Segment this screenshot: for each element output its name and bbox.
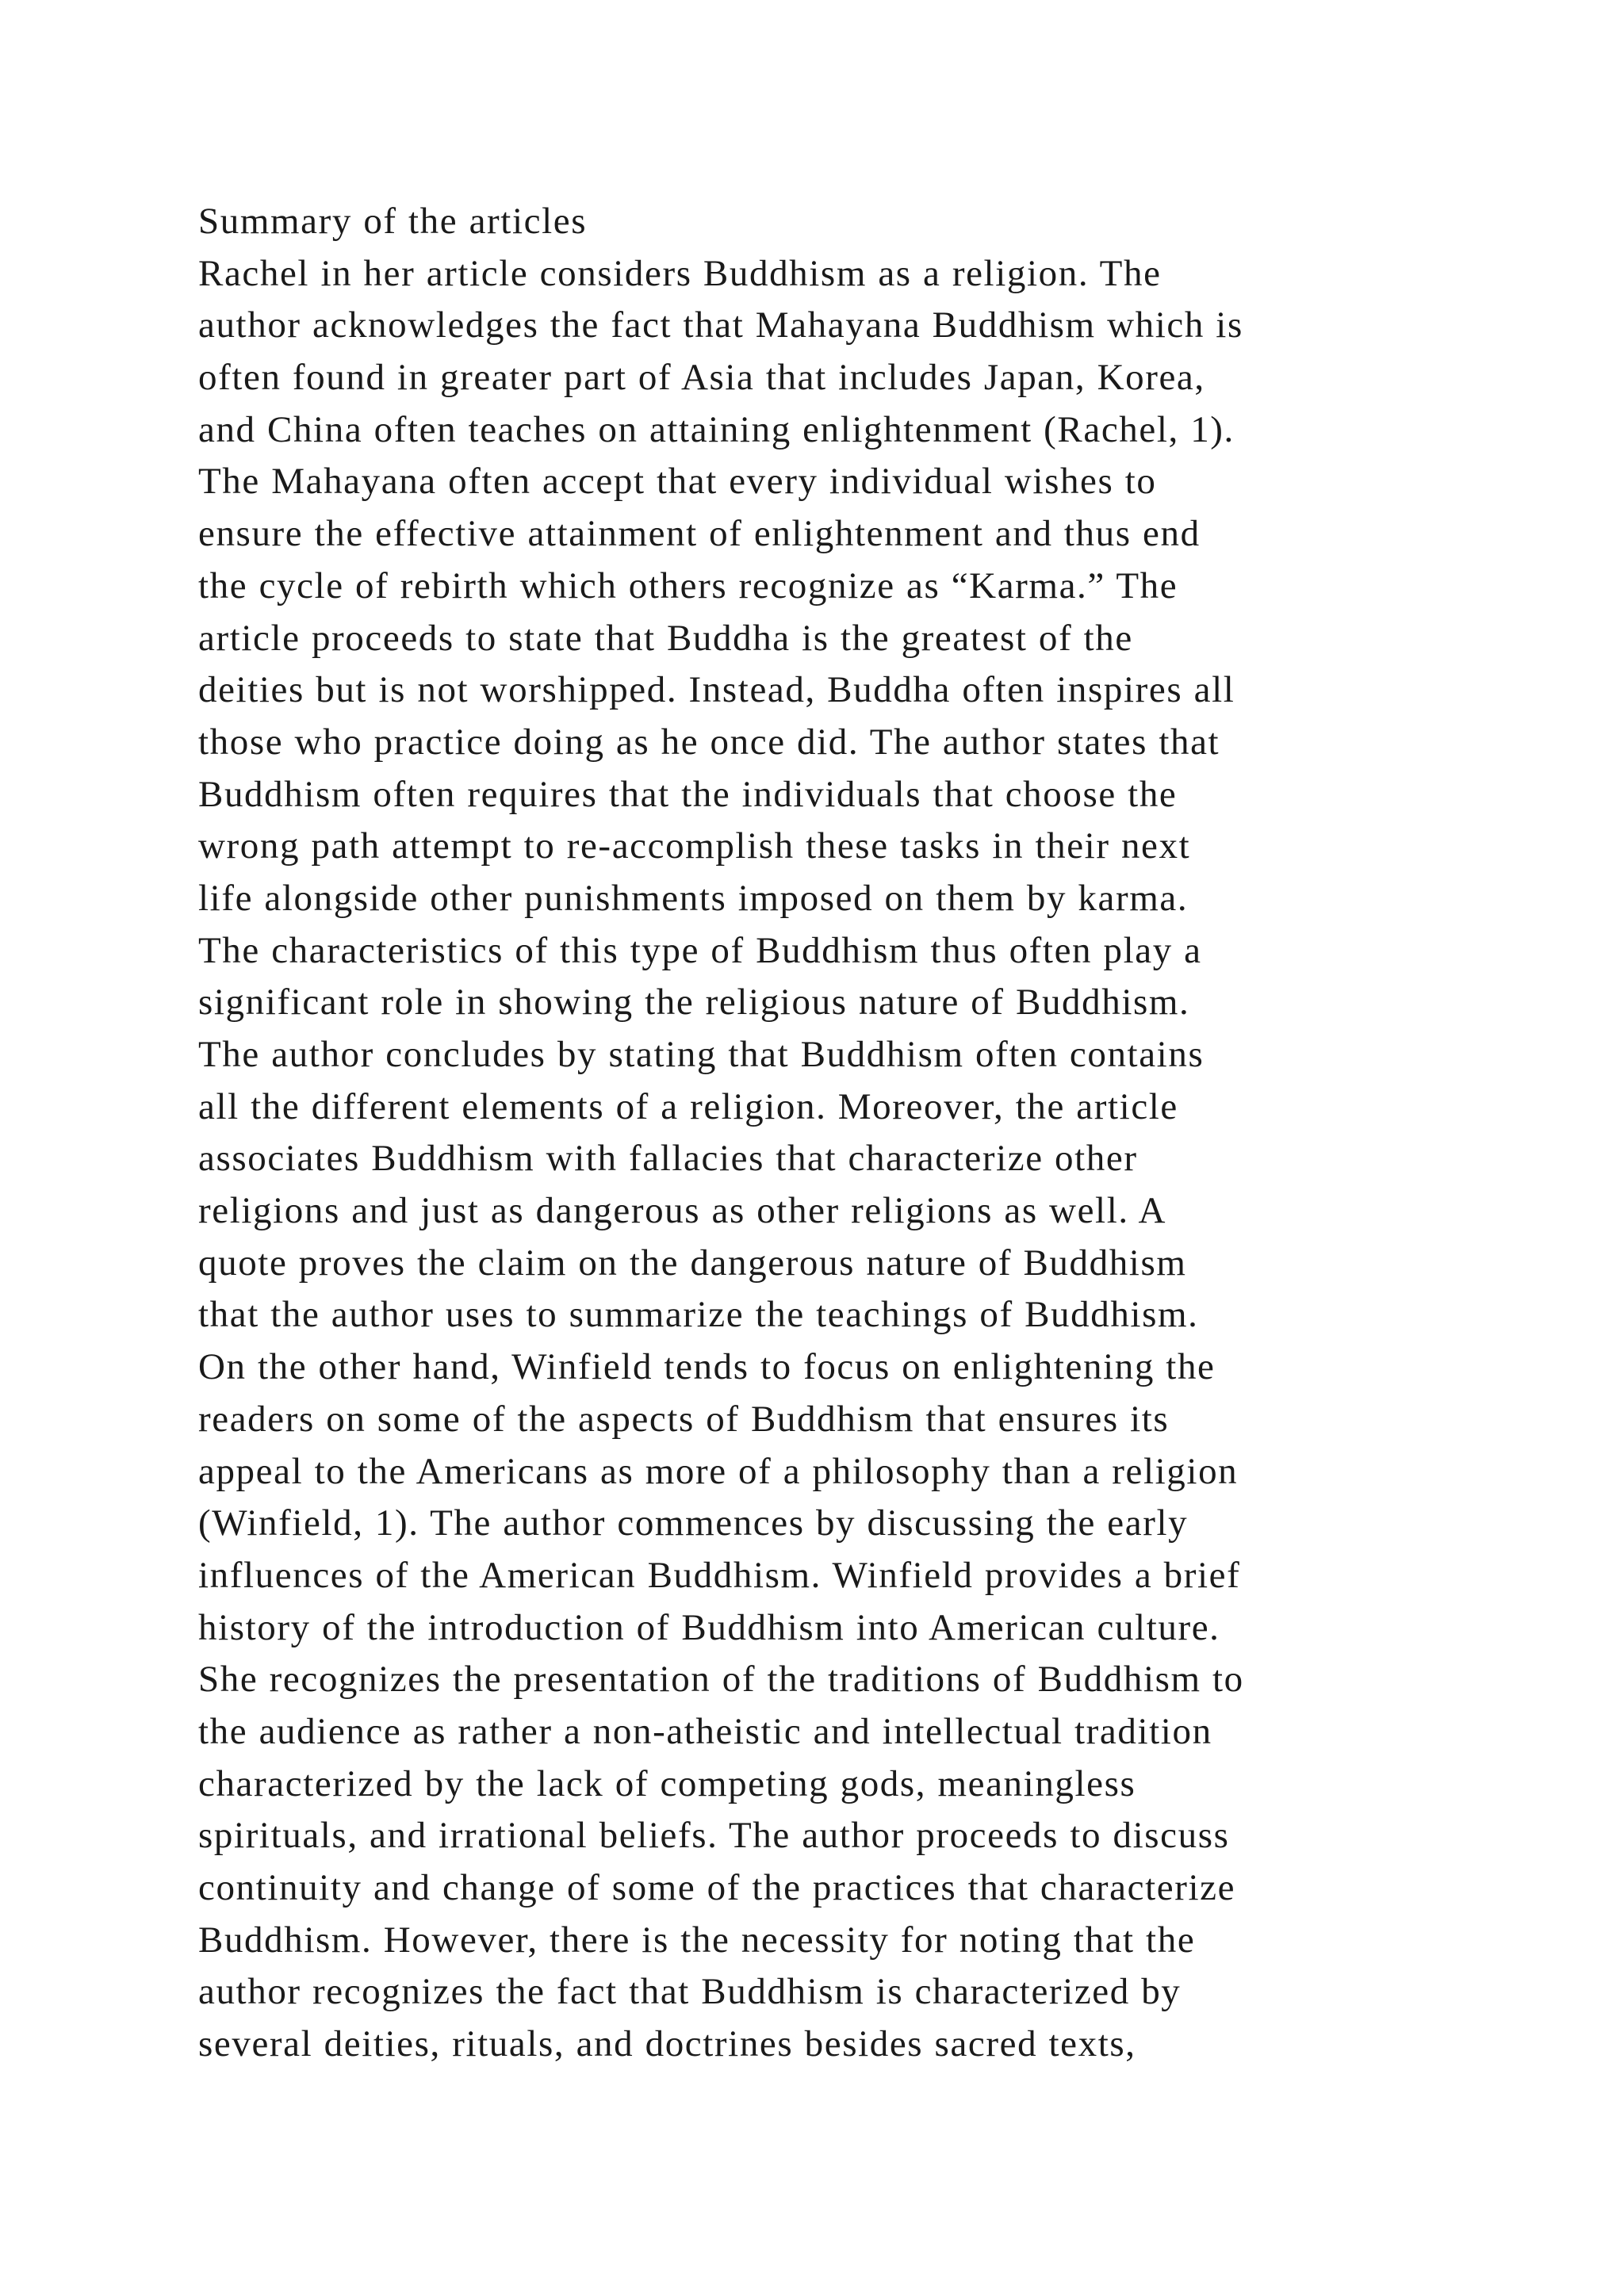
text-line: influences of the American Buddhism. Winfield provides a brief [198, 1554, 1241, 1596]
text-line: history of the introduction of Buddhism into American culture. [198, 1606, 1220, 1648]
text-line: wrong path attempt to re-accomplish these tasks in their next [198, 825, 1191, 867]
text-line: continuity and change of some of the practices that characterize [198, 1867, 1236, 1908]
text-line: author recognizes the fact that Buddhism is characterized by [198, 1971, 1182, 2013]
text-line: and China often teaches on attaining enlightenment (Rachel, 1). [198, 408, 1235, 450]
document-heading: Summary of the articles [198, 201, 588, 242]
text-line: article proceeds to state that Buddha is the greatest of the [198, 617, 1133, 659]
text-line: several deities, rituals, and doctrines besides sacred texts, [198, 2023, 1136, 2065]
text-line: (Winfield, 1). The author commences by discussing the early [198, 1502, 1189, 1544]
text-line: She recognizes the presentation of the traditions of Buddhism to [198, 1659, 1244, 1701]
document-body [198, 196, 1594, 2071]
text-line: appeal to the Americans as more of a philosophy than a religion [198, 1450, 1239, 1492]
text-line: significant role in showing the religious nature of Buddhism. [198, 982, 1190, 1024]
text-line: those who practice doing as he once did. The author states that [198, 721, 1220, 763]
text-line: the cycle of rebirth which others recognize as “Karma.” The [198, 564, 1178, 607]
text-line: readers on some of the aspects of Buddhism that ensures its [198, 1398, 1170, 1440]
text-line: The author concludes by stating that Buddhism often contains [198, 1034, 1205, 1075]
text-line: The characteristics of this type of Buddhism thus often play a [198, 929, 1202, 971]
text-line: On the other hand, Winfield tends to focus on enlightening the [198, 1346, 1216, 1388]
text-line: characterized by the lack of competing gods, meaningless [198, 1762, 1136, 1804]
text-line: spirituals, and irrational beliefs. The author proceeds to discuss [198, 1815, 1230, 1857]
text-line: quote proves the claim on the dangerous nature of Buddhism [198, 1242, 1187, 1284]
text-line: Rachel in her article considers Buddhism as a religion. The [198, 252, 1162, 294]
text-line: Buddhism. However, there is the necessity for noting that the [198, 1919, 1196, 1961]
text-line: the audience as rather a non-atheistic and intellectual tradition [198, 1710, 1212, 1752]
text-line: life alongside other punishments imposed on them by karma. [198, 877, 1189, 919]
text-line: religions and just as dangerous as other religions as well. A [198, 1190, 1167, 1232]
text-line: often found in greater part of Asia that includes Japan, Korea, [198, 357, 1205, 399]
text-line: The Mahayana often accept that every individual wishes to [198, 461, 1157, 503]
text-line: ensure the effective attainment of enlightenment and thus end [198, 513, 1201, 555]
text-line: Buddhism often requires that the individuals that choose the [198, 773, 1178, 815]
text-line: author acknowledges the fact that Mahayana Buddhism which is [198, 304, 1243, 346]
text-line: all the different elements of a religion. Moreover, the article [198, 1085, 1178, 1127]
text-line: that the author uses to summarize the teachings of Buddhism. [198, 1294, 1199, 1336]
text-line: deities but is not worshipped. Instead, Buddha often inspires all [198, 669, 1235, 711]
text-line: associates Buddhism with fallacies that characterize other [198, 1138, 1138, 1180]
